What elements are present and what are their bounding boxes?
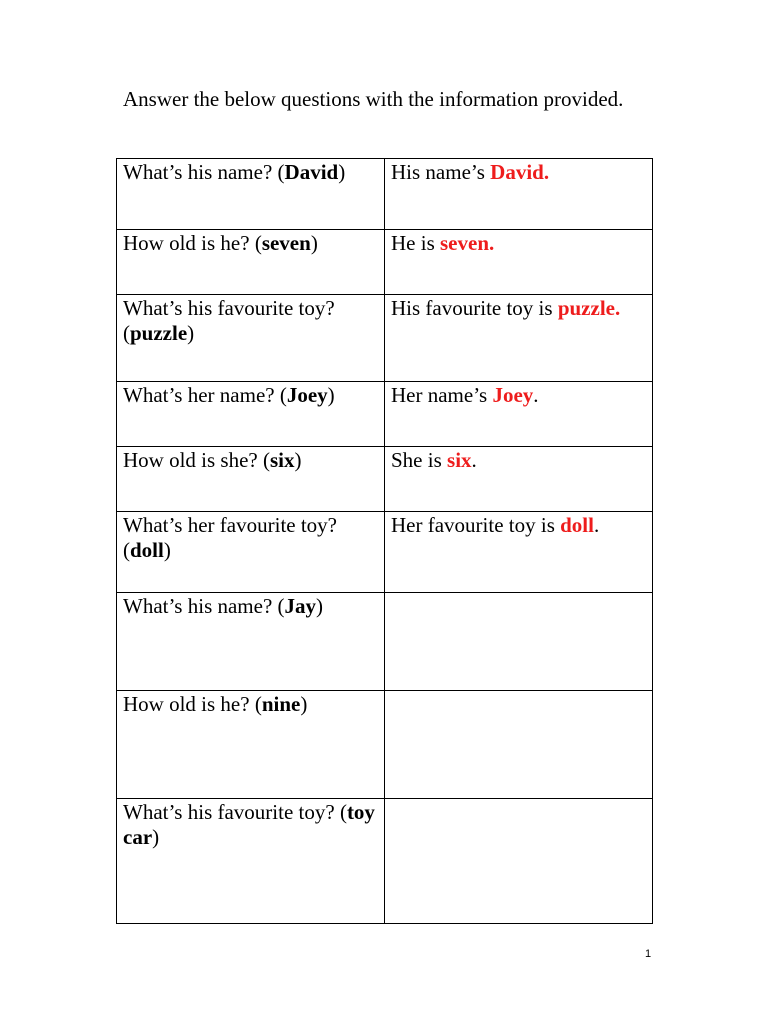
page-number: 1 — [645, 948, 652, 960]
question-cell: What’s her name? (Joey) — [117, 382, 385, 447]
instructions-text: Answer the below questions with the information provided. — [123, 87, 624, 111]
answer-cell[interactable] — [385, 799, 653, 924]
table-row — [117, 295, 653, 382]
question-cell: How old is he? (nine) — [117, 691, 385, 799]
table-row — [117, 593, 653, 691]
question-cell: How old is he? (seven) — [117, 230, 385, 295]
given-info: seven — [261, 231, 311, 255]
worksheet-table — [116, 158, 653, 924]
given-info: Joey — [286, 383, 328, 407]
given-info: toy car — [123, 800, 375, 849]
answer-cell[interactable]: His name’s David. — [385, 159, 653, 230]
given-info: six — [269, 448, 295, 472]
question-cell: How old is she? (six) — [117, 447, 385, 512]
question-cell: What’s his name? (David) — [117, 159, 385, 230]
table-row — [117, 799, 653, 924]
answer-cell[interactable]: His favourite toy is puzzle. — [385, 295, 653, 382]
answer-highlight: six — [447, 448, 472, 472]
question-cell: What’s her favourite toy? (doll) — [117, 512, 385, 593]
answer-highlight: doll — [560, 513, 594, 537]
answer-cell[interactable]: Her favourite toy is doll. — [385, 512, 653, 593]
answer-cell[interactable]: Her name’s Joey. — [385, 382, 653, 447]
answer-cell[interactable] — [385, 691, 653, 799]
table-row — [117, 447, 653, 512]
answer-highlight: David. — [490, 160, 550, 184]
question-cell: What’s his favourite toy? (toy car) — [117, 799, 385, 924]
answer-highlight: Joey — [492, 383, 534, 407]
given-info: doll — [130, 538, 164, 562]
question-cell: What’s his name? (Jay) — [117, 593, 385, 691]
answer-cell[interactable]: He is seven. — [385, 230, 653, 295]
answer-cell[interactable]: She is six. — [385, 447, 653, 512]
given-info: David — [284, 160, 339, 184]
given-info: nine — [261, 692, 301, 716]
table-row — [117, 691, 653, 799]
table-row — [117, 382, 653, 447]
given-info: Jay — [284, 594, 317, 618]
table-row — [117, 512, 653, 593]
table-row — [117, 159, 653, 230]
table-row — [117, 230, 653, 295]
given-info: puzzle — [130, 321, 188, 345]
question-cell: What’s his favourite toy? (puzzle) — [117, 295, 385, 382]
answer-cell[interactable] — [385, 593, 653, 691]
answer-highlight: seven. — [440, 231, 495, 255]
answer-highlight: puzzle. — [557, 296, 621, 320]
